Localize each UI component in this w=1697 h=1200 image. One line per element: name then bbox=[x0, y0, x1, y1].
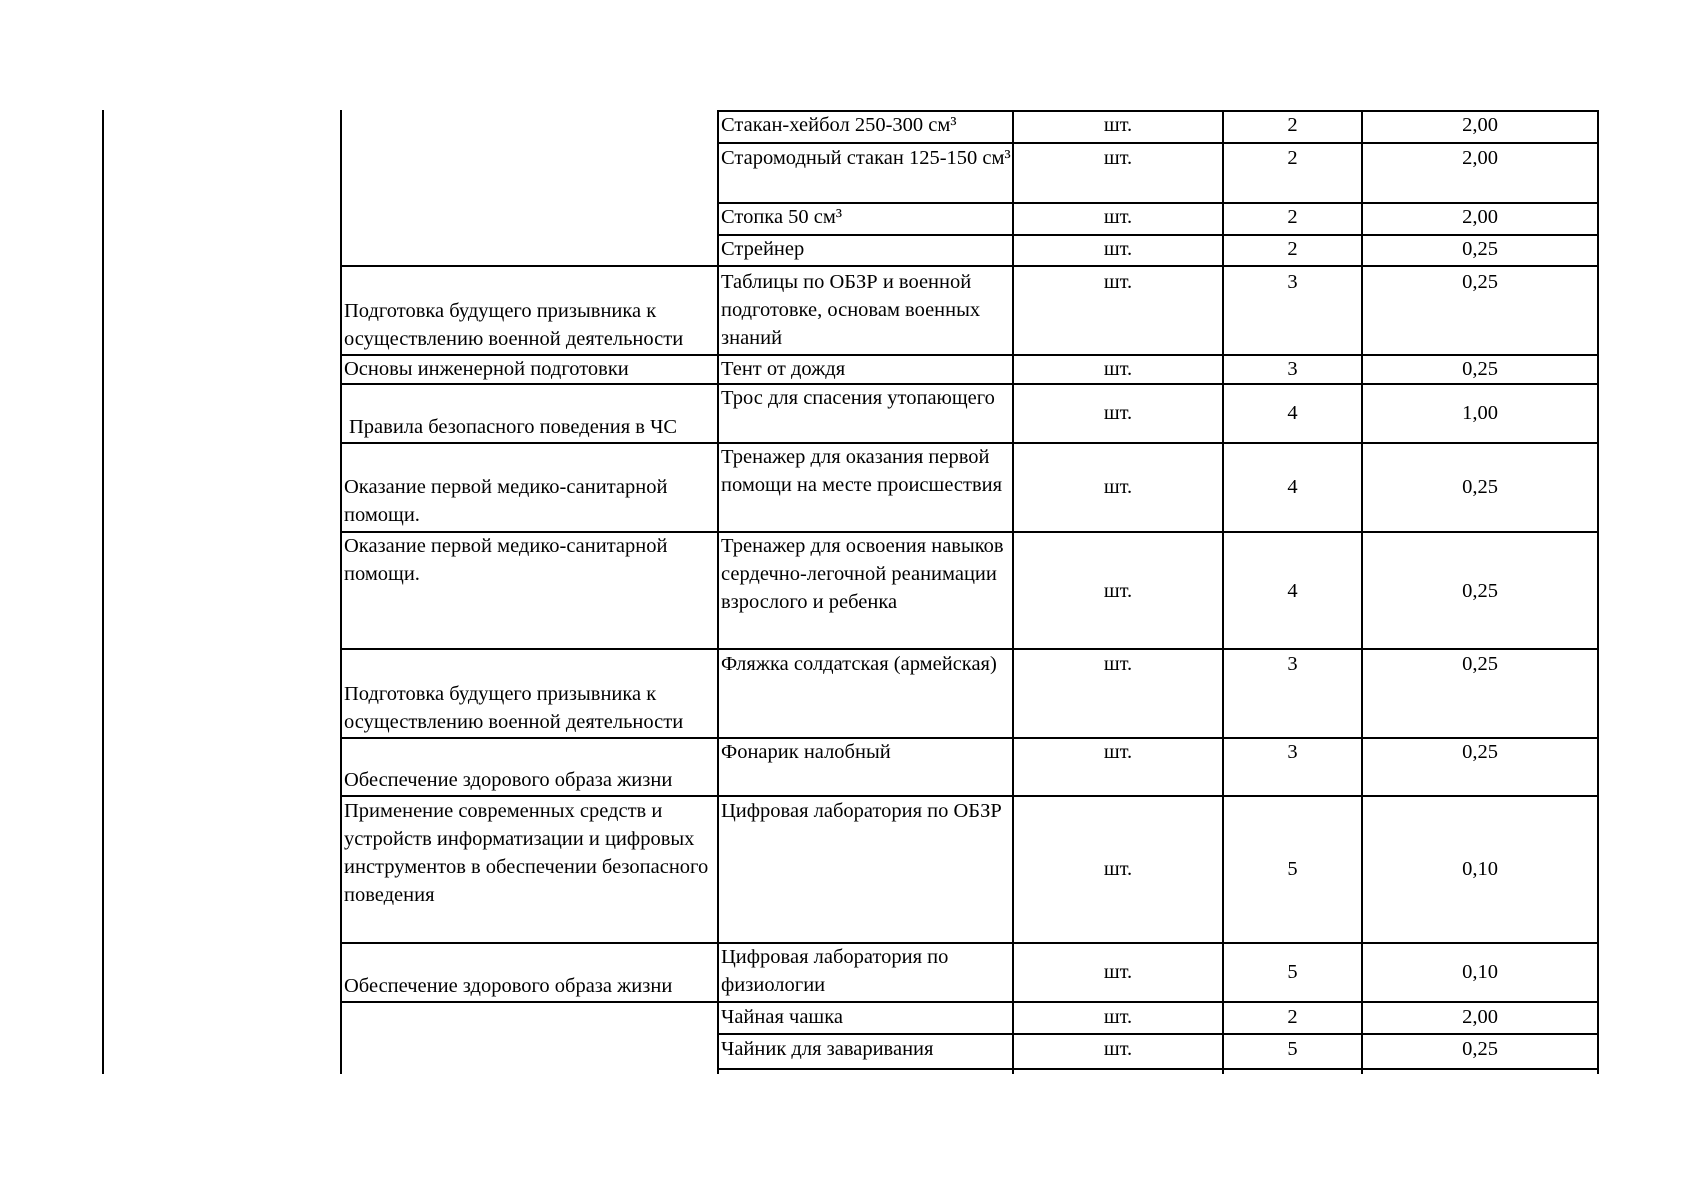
item-cell: Стрейнер bbox=[721, 238, 805, 260]
qty-cell: 3 bbox=[1287, 741, 1298, 763]
section-cell: Применение современных средств и устройств информатизации и цифровых инструментов в обеспечении безопасного поведения bbox=[344, 800, 709, 906]
table-left-border bbox=[102, 110, 104, 1074]
qty-cell: 5 bbox=[1287, 961, 1298, 983]
value-cell: 2,00 bbox=[1462, 147, 1498, 169]
item-cell: Тренажер для освоения навыков сердечно-легочной реанимации взрослого и ребенка bbox=[721, 535, 1004, 613]
item-cell: Фляжка солдатская (армейская) bbox=[721, 653, 997, 675]
item-cell: Цифровая лаборатория по ОБЗР bbox=[721, 800, 1002, 822]
qty-cell: 2 bbox=[1287, 147, 1298, 169]
qty-cell: 2 bbox=[1287, 1006, 1298, 1028]
qty-cell: 5 bbox=[1287, 858, 1298, 880]
value-cell: 2,00 bbox=[1462, 1006, 1498, 1028]
item-cell: Старомодный стакан 125-150 см³ bbox=[721, 147, 1011, 169]
unit-cell: шт. bbox=[1103, 1006, 1133, 1028]
qty-cell: 4 bbox=[1287, 476, 1298, 498]
value-cell: 0,25 bbox=[1462, 238, 1498, 260]
unit-cell: шт. bbox=[1103, 271, 1133, 293]
value-cell: 0,25 bbox=[1462, 741, 1498, 763]
unit-cell: шт. bbox=[1103, 476, 1133, 498]
section-cell: Обеспечение здорового образа жизни bbox=[344, 975, 673, 997]
qty-cell: 2 bbox=[1287, 206, 1298, 228]
value-cell: 2,00 bbox=[1462, 206, 1498, 228]
table-right-border bbox=[1597, 110, 1599, 1074]
value-cell: 0,10 bbox=[1462, 961, 1498, 983]
value-cell: 0,25 bbox=[1462, 476, 1498, 498]
unit-cell: шт. bbox=[1103, 1038, 1133, 1060]
item-cell: Стакан-хейбол 250-300 см³ bbox=[721, 114, 957, 136]
section-column-left-border bbox=[340, 110, 342, 1074]
section-cell: Оказание первой медико-санитарной помощи. bbox=[344, 476, 668, 526]
section-cell: Подготовка будущего призывника к осуществлению военной деятельности bbox=[344, 683, 684, 733]
value-cell: 1,00 bbox=[1462, 402, 1498, 424]
unit-cell: шт. bbox=[1103, 402, 1133, 424]
unit-cell: шт. bbox=[1103, 961, 1133, 983]
value-cell: 2,00 bbox=[1462, 114, 1498, 136]
section-cell: Оказание первой медико-санитарной помощи. bbox=[344, 535, 668, 585]
qty-cell: 4 bbox=[1287, 402, 1298, 424]
value-cell: 0,25 bbox=[1462, 580, 1498, 602]
qty-cell: 3 bbox=[1287, 271, 1298, 293]
value-cell: 0,25 bbox=[1462, 271, 1498, 293]
item-cell: Чайник для заваривания bbox=[721, 1038, 934, 1060]
item-cell: Таблицы по ОБЗР и военной подготовке, основам военных знаний bbox=[721, 271, 981, 349]
item-column-left-border bbox=[717, 110, 719, 1074]
item-cell: Чайная чашка bbox=[721, 1006, 843, 1028]
value-cell: 0,25 bbox=[1462, 1038, 1498, 1060]
value-cell: 0,25 bbox=[1462, 653, 1498, 675]
unit-cell: шт. bbox=[1103, 741, 1133, 763]
unit-cell: шт. bbox=[1103, 147, 1133, 169]
unit-cell: шт. bbox=[1103, 858, 1133, 880]
section-cell: Подготовка будущего призывника к осуществлению военной деятельности bbox=[344, 300, 684, 350]
qty-cell: 5 bbox=[1287, 1038, 1298, 1060]
section-cell: Основы инженерной подготовки bbox=[344, 358, 629, 380]
unit-cell: шт. bbox=[1103, 580, 1133, 602]
section-cell: Правила безопасного поведения в ЧС bbox=[349, 416, 678, 438]
qty-cell: 3 bbox=[1287, 358, 1298, 380]
unit-cell: шт. bbox=[1103, 238, 1133, 260]
row-border bbox=[717, 1068, 1599, 1070]
section-cell: Обеспечение здорового образа жизни bbox=[344, 769, 673, 791]
qty-cell: 3 bbox=[1287, 653, 1298, 675]
qty-cell: 2 bbox=[1287, 114, 1298, 136]
item-cell: Фонарик налобный bbox=[721, 741, 891, 763]
item-cell: Тент от дождя bbox=[721, 358, 846, 380]
item-cell: Стопка 50 см³ bbox=[721, 206, 843, 228]
qty-cell: 4 bbox=[1287, 580, 1298, 602]
item-cell: Цифровая лаборатория по физиологии bbox=[721, 946, 949, 996]
value-cell: 0,10 bbox=[1462, 858, 1498, 880]
unit-cell: шт. bbox=[1103, 653, 1133, 675]
value-cell: 0,25 bbox=[1462, 358, 1498, 380]
qty-cell: 2 bbox=[1287, 238, 1298, 260]
unit-cell: шт. bbox=[1103, 358, 1133, 380]
item-cell: Трос для спасения утопающего bbox=[721, 387, 995, 409]
unit-cell: шт. bbox=[1103, 114, 1133, 136]
row-border bbox=[340, 265, 1599, 267]
item-cell: Тренажер для оказания первой помощи на месте происшествия bbox=[721, 446, 1003, 496]
unit-cell: шт. bbox=[1103, 206, 1133, 228]
